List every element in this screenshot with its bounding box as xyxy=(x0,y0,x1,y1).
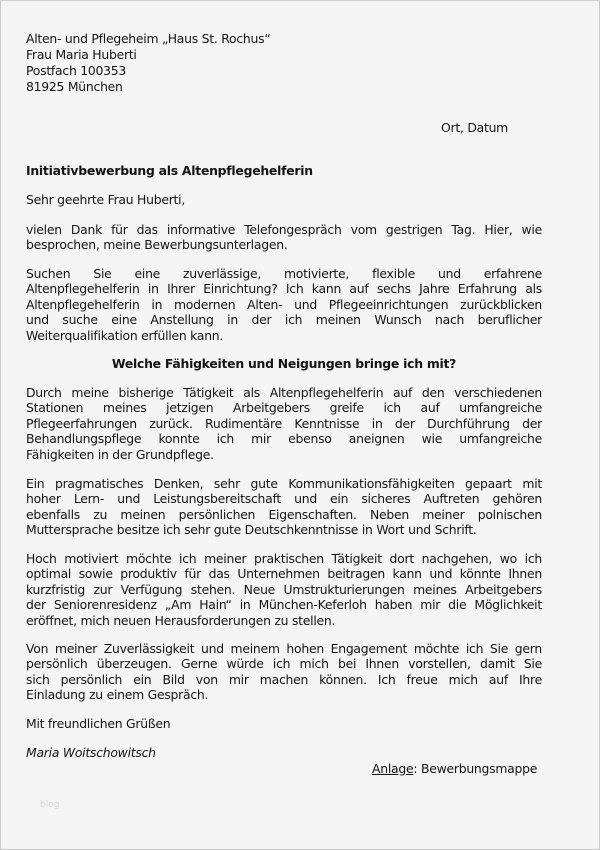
subject-line: Initiativbewerbung als Altenpflegehelferin xyxy=(26,163,313,178)
paragraph-row: Weiterqualifikation erfüllen kann. xyxy=(26,327,224,343)
recipient-line: Frau Maria Huberti xyxy=(26,47,137,62)
section-heading: Welche Fähigkeiten und Neigungen bringe ich mit? xyxy=(111,356,457,371)
signature: Maria Woitschowitsch xyxy=(26,745,156,760)
paragraph-row: kurzfristig zur Verfügung stehen. Neue Umstrukturierungen meines Arbeitgebers xyxy=(26,581,542,597)
paragraph-row: vielen Dank für das informative Telefongespräch vom gestrigen Tag. Hier, wie xyxy=(26,222,542,237)
paragraph-experience xyxy=(26,385,542,462)
place-date: Ort, Datum xyxy=(441,120,508,135)
paragraph-closing xyxy=(26,641,542,703)
paragraph-row: der Seniorenresidenz „Am Hain“ in München-Keferloh haben mir die Möglichkeit xyxy=(26,597,542,613)
attachment-note xyxy=(372,761,537,777)
paragraph-row: besprochen, meine Bewerbungsunterlagen. xyxy=(26,237,288,253)
paragraph-row: ebenfalls zu meinen persönlichen Eigenschaften. Neben meiner polnischen xyxy=(26,506,542,522)
paragraph-row: Hoch motiviert möchte ich meiner praktischen Tätigkeit dort nachgehen, wo ich xyxy=(26,551,542,566)
recipient-line: Alten- und Pflegeheim „Haus St. Rochus“ xyxy=(26,31,271,46)
recipient-line: 81925 München xyxy=(26,79,123,94)
paragraph-row: sich persönlich ein Bild von mir machen können. Ich freue mich auf Ihre xyxy=(26,671,542,687)
paragraph-row: Muttersprache besitze ich sehr gute Deutschkenntnisse in Wort und Schrift. xyxy=(26,522,477,538)
paragraph-availability xyxy=(26,551,542,628)
recipient-address xyxy=(26,31,271,95)
paragraph-motivation xyxy=(26,266,542,343)
paragraph-row: Durch meine bisherige Tätigkeit als Altenpflegehelferin auf den verschiedenen xyxy=(26,385,542,400)
paragraph-row: Einladung zu einem Gespräch. xyxy=(26,687,209,703)
paragraph-row: Altenpflegehelferin in Ihrer Einrichtung? Ich kann auf sechs Jahre Erfahrung als xyxy=(26,281,542,297)
paragraph-row: und suche eine Anstellung in der ich meinen Wunsch nach beruflicher xyxy=(26,312,542,328)
paragraph-row: Ein pragmatisches Denken, sehr gute Kommunikationsfähigkeiten gepaart mit xyxy=(26,476,542,491)
salutation: Sehr geehrte Frau Huberti, xyxy=(26,192,186,207)
paragraph-row: Suchen Sie eine zuverlässige, motivierte, flexible und erfahrene xyxy=(26,266,542,281)
watermark: blog xyxy=(40,800,60,810)
paragraph-row: hoher Lern- und Leistungsbereitschaft und ein sicheres Auftreten gehören xyxy=(26,491,542,507)
paragraph-skills xyxy=(26,476,542,538)
paragraph-row: Altenpflegehelferin in modernen Alten- und Pflegeeinrichtungen zurückblicken xyxy=(26,296,542,312)
paragraph-row: Stationen meines jetzigen Arbeitgebers greife ich auf umfangreiche xyxy=(26,400,542,416)
attachment-separator: : xyxy=(413,761,421,776)
closing-phrase: Mit freundlichen Grüßen xyxy=(26,716,171,731)
attachment-label: Anlage xyxy=(372,761,414,776)
attachment-value: Bewerbungsmappe xyxy=(420,761,538,776)
recipient-line: Postfach 100353 xyxy=(26,63,127,78)
paragraph-row: Von meiner Zuverlässigkeit und meinem hohen Engagement möchte ich Sie gern xyxy=(26,641,542,656)
paragraph-row: Pflegeerfahrungen zurück. Rudimentäre Kenntnisse in der Durchführung der xyxy=(26,415,542,431)
paragraph-row: Behandlungspflege konnte ich mir ebenso aneignen wie umfangreiche xyxy=(26,431,542,447)
paragraph-row: optimal sowie produktiv für das Unternehmen beitragen kann und könnte Ihnen xyxy=(26,566,542,582)
paragraph-row: Fähigkeiten in der Grundpflege. xyxy=(26,446,214,462)
paragraph-intro xyxy=(26,222,542,253)
paragraph-row: persönlich überzeugen. Gerne würde ich mich bei Ihnen vorstellen, damit Sie xyxy=(26,656,542,672)
paragraph-row: eröffnet, mich neuen Herausforderungen zu stellen. xyxy=(26,612,336,628)
